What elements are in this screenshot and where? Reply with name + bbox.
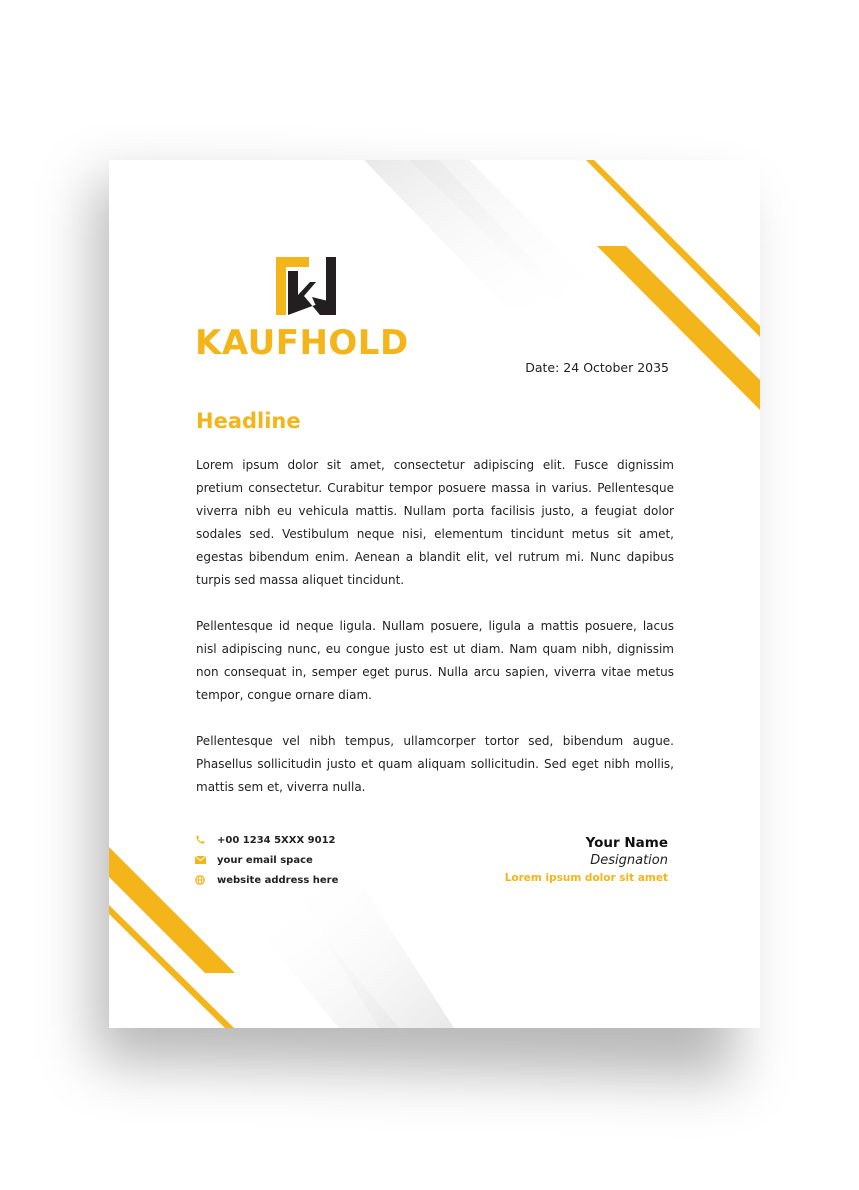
signature-block [449, 834, 668, 886]
signer-name: Your Name [585, 835, 668, 851]
contact-website-text: website address here [217, 874, 339, 886]
letterhead-page [109, 160, 760, 1028]
brand-name: KAUFHOLD [195, 323, 409, 363]
letter-body [196, 454, 674, 822]
contact-phone-text: +00 1234 5XXX 9012 [217, 834, 336, 846]
body-paragraph: Lorem ipsum dolor sit amet, consectetur adipiscing elit. Fusce dignissim pretium consectetur. Curabitur tempor posuere massa in varius. Pellentesque viverra nibh eu vehicula mattis. Nullam porta facilisis justo, a feugiat dolor sodales sed. Vestibulum neque nisi, elementum tincidunt metus sit amet, egestas bibendum enim. Aenean a blandit elit, vel rutrum mi. Nunc dapibus turpis sed massa aliquet tincidunt. [196, 458, 674, 587]
signer-tagline: Lorem ipsum dolor sit amet [504, 872, 668, 884]
contact-phone [195, 830, 395, 850]
contact-email-text: your email space [217, 854, 313, 866]
mail-icon [195, 853, 217, 867]
contact-website [195, 870, 395, 890]
contact-email [195, 850, 395, 870]
body-paragraph: Pellentesque vel nibh tempus, ullamcorper tortor sed, bibendum augue. Phasellus sollicitudin justo et quam aliquam sollicitudin. Sed eget nibh mollis, mattis sem et, viverra nulla. [196, 734, 674, 794]
kaufhold-logo-icon [276, 257, 340, 317]
contact-list [195, 830, 395, 890]
date-line: Date: 24 October 2035 [525, 360, 669, 375]
headline: Headline [196, 409, 301, 433]
signer-designation: Designation [590, 853, 668, 868]
globe-icon [195, 873, 217, 887]
body-paragraph: Pellentesque id neque ligula. Nullam posuere, ligula a mattis posuere, lacus nisl adipiscing nunc, eu congue justo est ut diam. Nam quam nibh, dignissim non consequat in, semper eget purus. Nulla arcu sapien, viverra vitae metus tempor, congue ornare diam. [196, 619, 674, 702]
phone-icon [195, 833, 217, 847]
top-thick-yellow-stripe [597, 246, 760, 410]
